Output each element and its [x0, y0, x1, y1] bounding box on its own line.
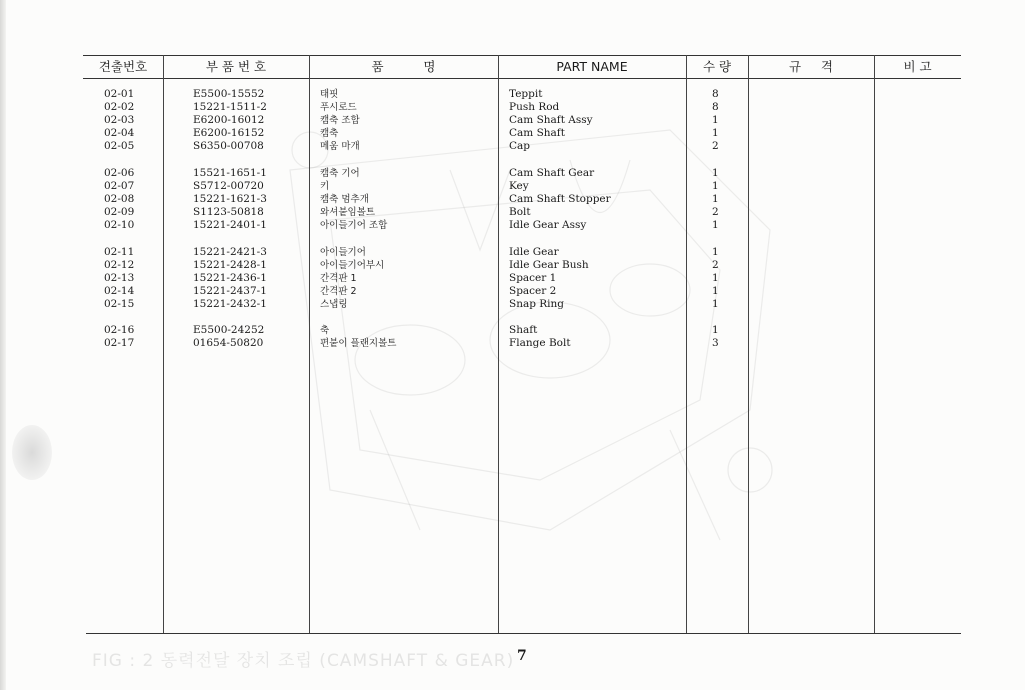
part-name: Cam Shaft — [509, 127, 565, 139]
part-name: Cam Shaft Assy — [509, 114, 593, 126]
korean-name: 와셔붙임볼트 — [320, 207, 376, 218]
korean-name: 간격판 1 — [320, 273, 357, 284]
korean-name: 캠축 기어 — [320, 168, 360, 179]
part-number: 15521-1651-1 — [193, 167, 267, 179]
header-korean-name: 품 명 — [371, 59, 436, 74]
part-name: Idle Gear Bush — [509, 259, 589, 271]
korean-name: 간격판 2 — [320, 286, 357, 297]
ref-number: 02-01 — [104, 88, 135, 100]
ref-number: 02-06 — [104, 167, 135, 179]
quantity: 1 — [712, 114, 719, 126]
table-row — [0, 101, 1025, 114]
ref-number: 02-05 — [104, 140, 135, 152]
table-row — [0, 272, 1025, 285]
ref-number: 02-16 — [104, 324, 135, 336]
ref-number: 02-09 — [104, 206, 135, 218]
part-name: Idle Gear — [509, 246, 559, 258]
table-row — [0, 127, 1025, 140]
ref-number: 02-03 — [104, 114, 135, 126]
quantity: 8 — [712, 88, 719, 100]
quantity: 8 — [712, 101, 719, 113]
quantity: 1 — [712, 167, 719, 179]
part-number: 15221-2437-1 — [193, 285, 267, 297]
ref-number: 02-12 — [104, 259, 135, 271]
quantity: 1 — [712, 193, 719, 205]
quantity: 1 — [712, 127, 719, 139]
page-number: 7 — [517, 648, 527, 664]
korean-name: 키 — [320, 181, 330, 192]
table-row — [0, 180, 1025, 193]
part-name: Teppit — [509, 88, 543, 100]
part-name: Cap — [509, 140, 531, 152]
table-row — [0, 259, 1025, 272]
part-name: Cam Shaft Gear — [509, 167, 595, 179]
korean-name: 푸시로드 — [320, 102, 357, 113]
part-name: Spacer 1 — [509, 272, 557, 284]
part-number: 15221-2428-1 — [193, 259, 267, 271]
part-number: 15221-1621-3 — [193, 193, 267, 205]
part-name: Cam Shaft Stopper — [509, 193, 611, 205]
korean-name: 캠축 — [320, 128, 339, 139]
ref-number: 02-07 — [104, 180, 135, 192]
part-number: S1123-50818 — [193, 206, 264, 218]
ref-number: 02-15 — [104, 298, 135, 310]
table-row — [0, 285, 1025, 298]
part-number: 15221-2436-1 — [193, 272, 267, 284]
korean-name: 캠축 조합 — [320, 115, 360, 126]
header-ref-number: 견출번호 — [98, 59, 148, 74]
header-part-number: 부 품 번 호 — [205, 59, 267, 74]
part-name: Bolt — [509, 206, 531, 218]
table-row — [0, 246, 1025, 259]
table-row — [0, 324, 1025, 337]
header-remarks: 비 고 — [903, 59, 932, 74]
quantity: 1 — [712, 180, 719, 192]
table-row — [0, 114, 1025, 127]
ref-number: 02-04 — [104, 127, 135, 139]
quantity: 1 — [712, 246, 719, 258]
ref-number: 02-14 — [104, 285, 135, 297]
ref-number: 02-10 — [104, 219, 135, 231]
quantity: 1 — [712, 298, 719, 310]
header-part-name: PART NAME — [556, 59, 628, 74]
ref-number: 02-17 — [104, 337, 135, 349]
table-row — [0, 167, 1025, 180]
korean-name: 아이들기어부시 — [320, 260, 385, 271]
quantity: 1 — [712, 272, 719, 284]
part-number: 15221-1511-2 — [193, 101, 267, 113]
table-row — [0, 337, 1025, 350]
part-number: 15221-2401-1 — [193, 219, 267, 231]
ref-number: 02-11 — [104, 246, 135, 258]
part-name: Flange Bolt — [509, 337, 571, 349]
ref-number: 02-08 — [104, 193, 135, 205]
korean-name: 아이들기어 조합 — [320, 220, 388, 231]
table-row — [0, 219, 1025, 232]
korean-name: 메움 마개 — [320, 141, 360, 152]
korean-name: 편붙이 플랜지볼트 — [320, 338, 397, 349]
header-quantity: 수 량 — [702, 59, 732, 74]
part-name: Idle Gear Assy — [509, 219, 587, 231]
header-specification: 규 격 — [788, 59, 834, 74]
quantity: 1 — [712, 285, 719, 297]
part-number: 15221-2432-1 — [193, 298, 267, 310]
table-row — [0, 88, 1025, 101]
part-name: Shaft — [509, 324, 538, 336]
show-through-caption: FIG : 2 동력전달 장치 조립 (CAMSHAFT & GEAR) — [92, 651, 515, 671]
table-row — [0, 140, 1025, 153]
part-number: S6350-00708 — [193, 140, 264, 152]
part-number: 01654-50820 — [193, 337, 264, 349]
part-number: E6200-16152 — [193, 127, 265, 139]
table-row — [0, 193, 1025, 206]
part-name: Key — [509, 180, 529, 192]
quantity: 2 — [712, 259, 719, 271]
part-name: Snap Ring — [509, 298, 565, 310]
quantity: 3 — [712, 337, 719, 349]
quantity: 2 — [712, 140, 719, 152]
part-number: E5500-24252 — [193, 324, 265, 336]
part-number: E5500-15552 — [193, 88, 265, 100]
part-number: E6200-16012 — [193, 114, 265, 126]
quantity: 1 — [712, 219, 719, 231]
ref-number: 02-13 — [104, 272, 135, 284]
part-number: S5712-00720 — [193, 180, 264, 192]
korean-name: 캠축 멈추개 — [320, 194, 369, 205]
table-row — [0, 298, 1025, 311]
ref-number: 02-02 — [104, 101, 135, 113]
korean-name: 스냅링 — [320, 299, 348, 310]
part-number: 15221-2421-3 — [193, 246, 267, 258]
korean-name: 축 — [320, 325, 330, 336]
korean-name: 태핏 — [320, 89, 339, 100]
part-name: Push Rod — [509, 101, 560, 113]
part-name: Spacer 2 — [509, 285, 557, 297]
korean-name: 아이들기어 — [320, 247, 366, 258]
table-row — [0, 206, 1025, 219]
quantity: 2 — [712, 206, 719, 218]
quantity: 1 — [712, 324, 719, 336]
